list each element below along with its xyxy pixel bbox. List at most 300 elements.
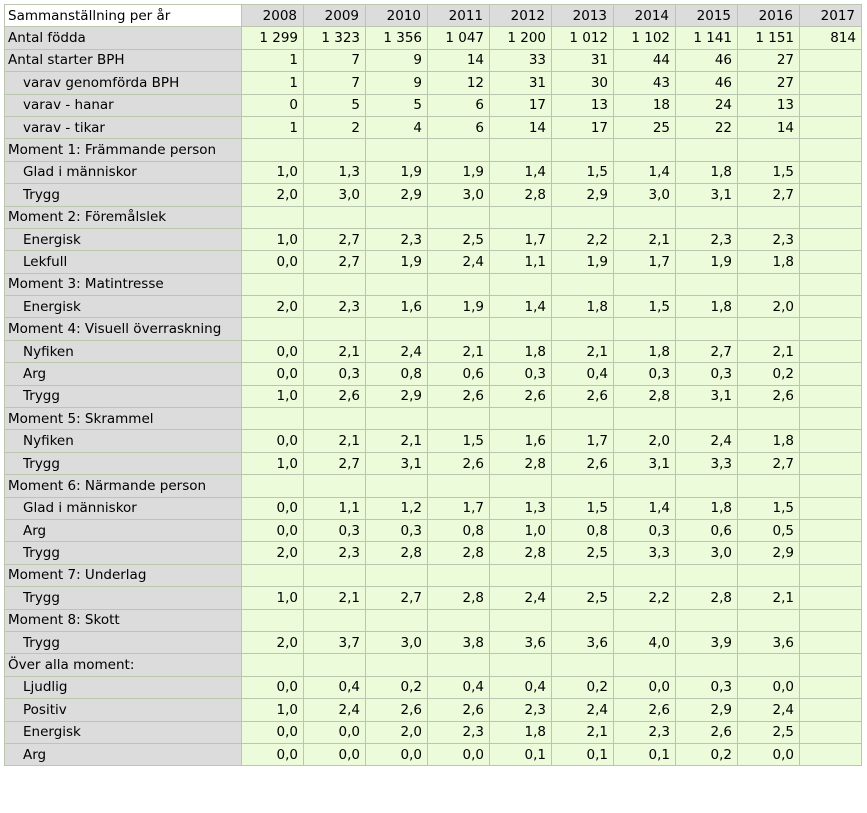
table-row	[5, 542, 862, 564]
table-cell: 1,3	[304, 161, 366, 183]
table-cell	[738, 206, 800, 228]
row-label: Moment 3: Matintresse	[5, 273, 242, 295]
summary-table	[4, 4, 862, 766]
table-cell: 3,0	[304, 184, 366, 206]
table-cell: 1,5	[428, 430, 490, 452]
table-cell: 2,6	[428, 699, 490, 721]
table-cell: 2,0	[242, 631, 304, 653]
table-cell: 2,9	[366, 184, 428, 206]
table-cell: 1,8	[552, 296, 614, 318]
table-cell	[490, 318, 552, 340]
row-sublabel: Trygg	[5, 385, 242, 407]
table-cell	[676, 408, 738, 430]
table-cell: 0,0	[242, 721, 304, 743]
table-cell	[676, 206, 738, 228]
table-cell: 2,3	[428, 721, 490, 743]
table-cell: 2,4	[738, 699, 800, 721]
table-cell: 3,0	[428, 184, 490, 206]
table-row	[5, 676, 862, 698]
table-cell: 1 151	[738, 27, 800, 49]
table-cell: 0,3	[304, 363, 366, 385]
table-cell	[552, 273, 614, 295]
table-cell: 1 323	[304, 27, 366, 49]
row-sublabel: Trygg	[5, 542, 242, 564]
table-cell: 0,3	[676, 363, 738, 385]
table-cell	[800, 273, 862, 295]
table-title: Sammanställning per år	[5, 5, 242, 27]
table-cell: 0,0	[242, 340, 304, 362]
table-cell: 1,0	[242, 385, 304, 407]
table-cell: 0,3	[366, 519, 428, 541]
table-cell	[676, 564, 738, 586]
table-cell	[800, 497, 862, 519]
table-cell: 6	[428, 116, 490, 138]
row-sublabel: varav genomförda BPH	[5, 72, 242, 94]
table-cell	[242, 408, 304, 430]
table-cell	[800, 542, 862, 564]
table-row	[5, 497, 862, 519]
table-cell: 0,0	[304, 743, 366, 765]
table-cell: 1,1	[490, 251, 552, 273]
table-cell	[738, 609, 800, 631]
row-sublabel: Trygg	[5, 631, 242, 653]
row-sublabel: Arg	[5, 363, 242, 385]
row-label: Moment 1: Främmande person	[5, 139, 242, 161]
table-cell: 2,4	[490, 587, 552, 609]
table-cell: 2,0	[242, 542, 304, 564]
table-cell	[800, 228, 862, 250]
table-cell: 1,0	[242, 161, 304, 183]
table-cell	[304, 475, 366, 497]
table-row	[5, 699, 862, 721]
row-sublabel: Energisk	[5, 228, 242, 250]
table-cell: 1,5	[614, 296, 676, 318]
row-label: Moment 2: Föremålslek	[5, 206, 242, 228]
table-cell	[800, 430, 862, 452]
table-cell	[800, 587, 862, 609]
table-cell: 3,6	[738, 631, 800, 653]
table-cell: 1,8	[738, 430, 800, 452]
table-row	[5, 564, 862, 586]
table-cell: 2,3	[738, 228, 800, 250]
table-cell: 0,0	[242, 743, 304, 765]
table-cell	[800, 385, 862, 407]
table-cell	[614, 609, 676, 631]
table-cell: 1,0	[242, 228, 304, 250]
table-cell: 2,8	[490, 452, 552, 474]
table-cell: 2,5	[428, 228, 490, 250]
year-header: 2010	[366, 5, 428, 27]
table-cell	[242, 609, 304, 631]
table-cell: 2,9	[552, 184, 614, 206]
table-cell	[676, 139, 738, 161]
table-cell: 2,4	[428, 251, 490, 273]
table-cell: 1,8	[490, 340, 552, 362]
row-sublabel: Nyfiken	[5, 430, 242, 452]
table-cell: 1,9	[428, 296, 490, 318]
table-cell: 2,0	[242, 296, 304, 318]
table-cell: 3,8	[428, 631, 490, 653]
year-header: 2015	[676, 5, 738, 27]
table-cell	[366, 318, 428, 340]
table-cell: 3,0	[366, 631, 428, 653]
table-row	[5, 609, 862, 631]
table-cell: 22	[676, 116, 738, 138]
table-cell: 2,8	[676, 587, 738, 609]
year-header: 2014	[614, 5, 676, 27]
table-cell: 0,0	[738, 743, 800, 765]
table-cell: 1,5	[552, 497, 614, 519]
table-cell: 24	[676, 94, 738, 116]
table-cell	[800, 296, 862, 318]
table-row	[5, 206, 862, 228]
table-cell: 2,1	[738, 340, 800, 362]
table-cell: 1 012	[552, 27, 614, 49]
table-cell: 0,4	[304, 676, 366, 698]
table-cell: 0,0	[242, 363, 304, 385]
table-cell: 2,3	[304, 296, 366, 318]
table-cell: 0,0	[738, 676, 800, 698]
table-cell	[552, 564, 614, 586]
table-cell	[304, 564, 366, 586]
table-cell: 1,0	[242, 452, 304, 474]
year-header: 2011	[428, 5, 490, 27]
table-row	[5, 273, 862, 295]
row-sublabel: varav - hanar	[5, 94, 242, 116]
table-cell: 30	[552, 72, 614, 94]
table-cell: 1,8	[490, 721, 552, 743]
table-cell: 3,1	[676, 385, 738, 407]
table-row	[5, 743, 862, 765]
table-cell: 2,3	[614, 721, 676, 743]
row-label: Moment 7: Underlag	[5, 564, 242, 586]
table-cell	[800, 94, 862, 116]
table-cell	[800, 631, 862, 653]
table-cell	[490, 654, 552, 676]
table-cell: 3,3	[614, 542, 676, 564]
table-cell	[552, 654, 614, 676]
table-cell: 1,8	[738, 251, 800, 273]
row-sublabel: Arg	[5, 519, 242, 541]
table-cell	[800, 340, 862, 362]
table-cell: 2	[304, 116, 366, 138]
table-cell: 0,0	[428, 743, 490, 765]
table-row	[5, 587, 862, 609]
table-cell: 2,1	[614, 228, 676, 250]
table-cell: 2,4	[676, 430, 738, 452]
table-cell: 2,8	[428, 587, 490, 609]
row-label: Över alla moment:	[5, 654, 242, 676]
table-cell	[738, 318, 800, 340]
row-sublabel: Glad i människor	[5, 497, 242, 519]
table-cell: 9	[366, 72, 428, 94]
table-cell: 13	[738, 94, 800, 116]
table-cell	[800, 743, 862, 765]
table-cell: 3,0	[676, 542, 738, 564]
table-cell: 2,7	[366, 587, 428, 609]
table-cell: 1,1	[304, 497, 366, 519]
table-cell	[366, 206, 428, 228]
table-cell: 1,5	[738, 497, 800, 519]
table-cell: 2,7	[304, 452, 366, 474]
table-cell: 25	[614, 116, 676, 138]
table-cell	[552, 609, 614, 631]
table-cell: 2,0	[614, 430, 676, 452]
table-cell: 2,8	[428, 542, 490, 564]
year-header: 2009	[304, 5, 366, 27]
table-cell: 2,1	[304, 340, 366, 362]
table-cell	[552, 139, 614, 161]
table-cell: 0,3	[676, 676, 738, 698]
table-row	[5, 631, 862, 653]
table-cell: 0,1	[490, 743, 552, 765]
table-cell: 13	[552, 94, 614, 116]
row-label: Antal starter BPH	[5, 49, 242, 71]
year-header: 2016	[738, 5, 800, 27]
table-cell	[428, 273, 490, 295]
table-cell: 0,5	[738, 519, 800, 541]
table-cell: 17	[490, 94, 552, 116]
table-cell	[242, 273, 304, 295]
table-cell: 2,4	[552, 699, 614, 721]
table-cell: 3,6	[490, 631, 552, 653]
table-cell	[800, 676, 862, 698]
row-sublabel: Nyfiken	[5, 340, 242, 362]
table-cell: 2,7	[304, 228, 366, 250]
table-cell	[800, 184, 862, 206]
table-cell	[366, 475, 428, 497]
table-cell: 3,0	[614, 184, 676, 206]
table-cell	[428, 609, 490, 631]
table-cell: 1 141	[676, 27, 738, 49]
table-row	[5, 452, 862, 474]
row-sublabel: Trygg	[5, 587, 242, 609]
table-cell: 2,7	[304, 251, 366, 273]
table-cell: 18	[614, 94, 676, 116]
table-cell	[366, 273, 428, 295]
row-sublabel: varav - tikar	[5, 116, 242, 138]
table-row	[5, 721, 862, 743]
table-cell: 0,0	[304, 721, 366, 743]
year-header: 2013	[552, 5, 614, 27]
table-cell: 0,3	[614, 363, 676, 385]
table-cell: 5	[366, 94, 428, 116]
table-cell: 1,9	[676, 251, 738, 273]
table-cell: 0,3	[614, 519, 676, 541]
table-cell: 0,4	[428, 676, 490, 698]
table-cell	[428, 139, 490, 161]
table-cell: 2,6	[552, 452, 614, 474]
table-cell: 2,1	[552, 340, 614, 362]
table-cell: 1 356	[366, 27, 428, 49]
table-cell	[800, 564, 862, 586]
table-cell: 0,3	[490, 363, 552, 385]
table-row	[5, 363, 862, 385]
table-cell: 2,5	[738, 721, 800, 743]
table-cell	[242, 564, 304, 586]
table-cell: 3,9	[676, 631, 738, 653]
table-cell: 2,1	[552, 721, 614, 743]
table-cell: 46	[676, 49, 738, 71]
table-cell: 1,8	[614, 340, 676, 362]
row-sublabel: Energisk	[5, 721, 242, 743]
table-cell: 6	[428, 94, 490, 116]
table-cell	[800, 161, 862, 183]
table-row	[5, 385, 862, 407]
table-cell	[490, 273, 552, 295]
table-cell: 0,4	[490, 676, 552, 698]
table-cell	[738, 139, 800, 161]
table-row	[5, 318, 862, 340]
table-cell: 0,0	[366, 743, 428, 765]
table-cell: 2,6	[490, 385, 552, 407]
row-label: Moment 6: Närmande person	[5, 475, 242, 497]
table-cell	[614, 206, 676, 228]
table-cell: 2,6	[738, 385, 800, 407]
table-cell: 2,6	[428, 385, 490, 407]
table-cell	[552, 206, 614, 228]
row-sublabel: Trygg	[5, 452, 242, 474]
table-cell: 1,5	[738, 161, 800, 183]
year-header: 2012	[490, 5, 552, 27]
table-cell: 1,0	[490, 519, 552, 541]
table-cell	[614, 654, 676, 676]
table-cell: 1,3	[490, 497, 552, 519]
table-cell	[304, 318, 366, 340]
table-row	[5, 251, 862, 273]
table-row	[5, 184, 862, 206]
table-cell: 2,1	[304, 587, 366, 609]
table-cell	[614, 408, 676, 430]
table-cell	[242, 318, 304, 340]
table-cell: 0,2	[552, 676, 614, 698]
table-cell: 2,3	[304, 542, 366, 564]
table-cell: 1,9	[366, 251, 428, 273]
table-cell: 2,6	[552, 385, 614, 407]
header-row	[5, 5, 862, 27]
table-cell	[490, 206, 552, 228]
table-cell	[800, 251, 862, 273]
table-cell: 43	[614, 72, 676, 94]
table-cell: 0,0	[242, 251, 304, 273]
table-cell: 2,2	[552, 228, 614, 250]
table-cell	[800, 699, 862, 721]
table-cell	[800, 206, 862, 228]
table-row	[5, 94, 862, 116]
table-cell	[428, 318, 490, 340]
row-sublabel: Arg	[5, 743, 242, 765]
table-cell	[242, 475, 304, 497]
table-cell: 1	[242, 72, 304, 94]
table-cell: 1,9	[428, 161, 490, 183]
table-cell: 1 102	[614, 27, 676, 49]
table-cell	[800, 475, 862, 497]
table-cell: 2,3	[366, 228, 428, 250]
table-cell	[800, 609, 862, 631]
table-cell: 4,0	[614, 631, 676, 653]
table-cell: 2,4	[366, 340, 428, 362]
table-cell: 2,7	[738, 452, 800, 474]
table-cell: 0,1	[614, 743, 676, 765]
table-cell: 2,7	[676, 340, 738, 362]
table-cell	[738, 273, 800, 295]
row-sublabel: Trygg	[5, 184, 242, 206]
table-cell: 2,0	[366, 721, 428, 743]
table-row	[5, 296, 862, 318]
table-cell	[366, 654, 428, 676]
table-cell: 0,8	[366, 363, 428, 385]
table-cell: 0,4	[552, 363, 614, 385]
table-cell	[242, 206, 304, 228]
table-cell: 0,1	[552, 743, 614, 765]
table-cell: 1,8	[676, 497, 738, 519]
table-cell: 2,0	[738, 296, 800, 318]
table-cell: 7	[304, 72, 366, 94]
table-cell: 0,6	[428, 363, 490, 385]
table-cell: 3,6	[552, 631, 614, 653]
table-cell: 2,1	[304, 430, 366, 452]
table-cell	[676, 273, 738, 295]
table-cell	[738, 654, 800, 676]
table-cell	[800, 452, 862, 474]
table-cell: 0,0	[614, 676, 676, 698]
table-cell	[738, 408, 800, 430]
table-row	[5, 340, 862, 362]
table-cell: 0,8	[552, 519, 614, 541]
table-cell: 2,1	[366, 430, 428, 452]
table-cell: 1,4	[614, 161, 676, 183]
table-cell: 1 047	[428, 27, 490, 49]
table-cell: 0,2	[676, 743, 738, 765]
table-cell	[366, 609, 428, 631]
table-cell: 814	[800, 27, 862, 49]
table-cell: 1,0	[242, 587, 304, 609]
table-cell: 1,0	[242, 699, 304, 721]
table-cell	[800, 139, 862, 161]
table-cell: 1,8	[676, 161, 738, 183]
table-row	[5, 161, 862, 183]
table-cell: 2,3	[676, 228, 738, 250]
table-cell: 27	[738, 72, 800, 94]
table-cell	[552, 318, 614, 340]
table-cell	[242, 654, 304, 676]
table-cell: 0,2	[366, 676, 428, 698]
table-cell: 33	[490, 49, 552, 71]
table-cell	[552, 475, 614, 497]
table-row	[5, 49, 862, 71]
table-row	[5, 519, 862, 541]
row-sublabel: Positiv	[5, 699, 242, 721]
table-cell: 1 200	[490, 27, 552, 49]
table-cell: 2,6	[428, 452, 490, 474]
table-cell: 4	[366, 116, 428, 138]
table-row	[5, 654, 862, 676]
table-cell: 1,7	[614, 251, 676, 273]
table-row	[5, 27, 862, 49]
table-cell	[428, 564, 490, 586]
table-cell	[800, 49, 862, 71]
table-cell: 31	[490, 72, 552, 94]
table-body	[5, 5, 862, 766]
table-cell	[676, 654, 738, 676]
table-row	[5, 475, 862, 497]
table-cell: 2,9	[676, 699, 738, 721]
table-cell: 1,4	[490, 296, 552, 318]
table-cell	[490, 564, 552, 586]
table-cell	[304, 139, 366, 161]
table-cell: 1,6	[490, 430, 552, 452]
table-cell: 1,9	[366, 161, 428, 183]
